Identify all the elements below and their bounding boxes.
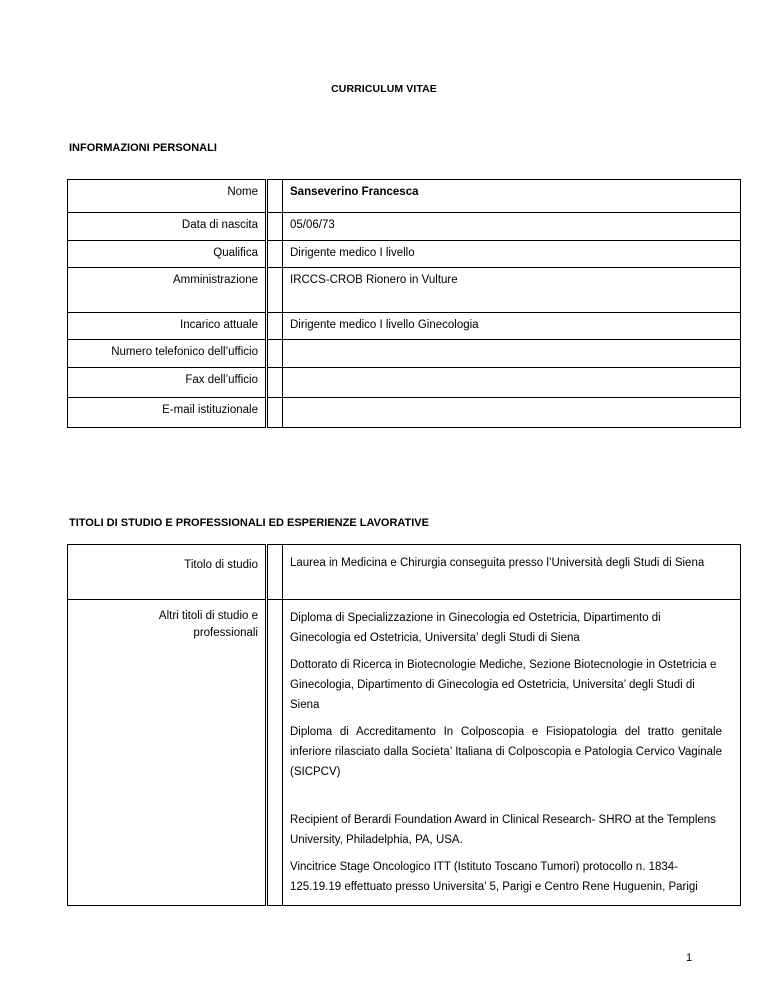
section-title-studies: TITOLI DI STUDIO E PROFESSIONALI ED ESPERIENZE LAVORATIVE — [69, 517, 429, 529]
label-fax-ufficio: Fax dell’ufficio — [68, 368, 267, 398]
altri-titoli-item: Dottorato di Ricerca in Biotecnologie Mediche, Sezione Biotecnologie in Ostetricia e Ginecologia, Dipartimento di Ginecologia ed Ostetricia, Universita’ degli Studi di Siena — [290, 659, 717, 711]
value-incarico-attuale: Dirigente medico I livello Ginecologia — [283, 313, 741, 340]
altri-titoli-item: Recipient of Berardi Foundation Award in Clinical Research- SHRO at the Templens University, Philadelphia, PA, USA. — [290, 814, 716, 846]
label-telefono-ufficio: Numero telefonico dell’ufficio — [68, 340, 267, 368]
row-incarico-attuale — [68, 313, 741, 340]
value-telefono-ufficio — [283, 340, 741, 368]
label-titolo-studio: Titolo di studio — [68, 545, 267, 600]
value-amministrazione: IRCCS-CROB Rionero in Vulture — [283, 268, 741, 313]
row-titolo-studio — [68, 545, 741, 600]
section-title-personal-info: INFORMAZIONI PERSONALI — [69, 142, 217, 154]
value-data-nascita: 05/06/73 — [283, 213, 741, 241]
value-qualifica: Dirigente medico I livello — [283, 241, 741, 268]
altri-titoli-item: Vincitrice Stage Oncologico ITT (Istituto Toscano Tumori) protocollo n. 1834-125.19.19 effettuato presso Universita’ 5, Parigi e Centro Rene Huguenin, Parigi — [290, 861, 698, 893]
personal-info-table — [67, 179, 741, 428]
label-amministrazione: Amministrazione — [68, 268, 267, 313]
studies-table — [67, 544, 741, 906]
row-data-nascita — [68, 213, 741, 241]
altri-titoli-item: Diploma di Specializzazione in Ginecologia ed Ostetricia, Dipartimento di Ginecologia ed Ostetricia, Universita’ degli Studi di Siena — [290, 612, 661, 644]
value-nome: Sanseverino Francesca — [283, 180, 741, 213]
value-fax-ufficio — [283, 368, 741, 398]
document-title: CURRICULUM VITAE — [331, 83, 437, 95]
label-altri-titoli-line-2: professionali — [193, 627, 258, 639]
label-email-istituzionale: E-mail istituzionale — [68, 398, 267, 428]
row-amministrazione — [68, 268, 741, 313]
label-altri-titoli — [68, 600, 267, 906]
row-nome — [68, 180, 741, 213]
row-qualifica — [68, 241, 741, 268]
page-number: 1 — [686, 952, 693, 964]
label-incarico-attuale: Incarico attuale — [68, 313, 267, 340]
value-email-istituzionale — [283, 398, 741, 428]
label-qualifica: Qualifica — [68, 241, 267, 268]
altri-titoli-item: Diploma di Accreditamento In Colposcopia e Fisiopatologia del tratto genitale inferiore rilasciato dalla Societa’ Italiana di Colposcopia e Patologia Cervico Vaginale (SICPCV) — [290, 726, 722, 778]
label-data-nascita: Data di nascita — [68, 213, 267, 241]
row-telefono-ufficio — [68, 340, 741, 368]
row-fax-ufficio — [68, 368, 741, 398]
row-altri-titoli — [68, 600, 741, 906]
altri-titoli-list — [283, 600, 741, 906]
row-email-istituzionale — [68, 398, 741, 428]
value-titolo-studio: Laurea in Medicina e Chirurgia conseguita presso l’Università degli Studi di Siena — [290, 557, 705, 569]
label-nome: Nome — [68, 180, 267, 213]
label-altri-titoli-line-1: Altri titoli di studio e — [158, 610, 258, 622]
